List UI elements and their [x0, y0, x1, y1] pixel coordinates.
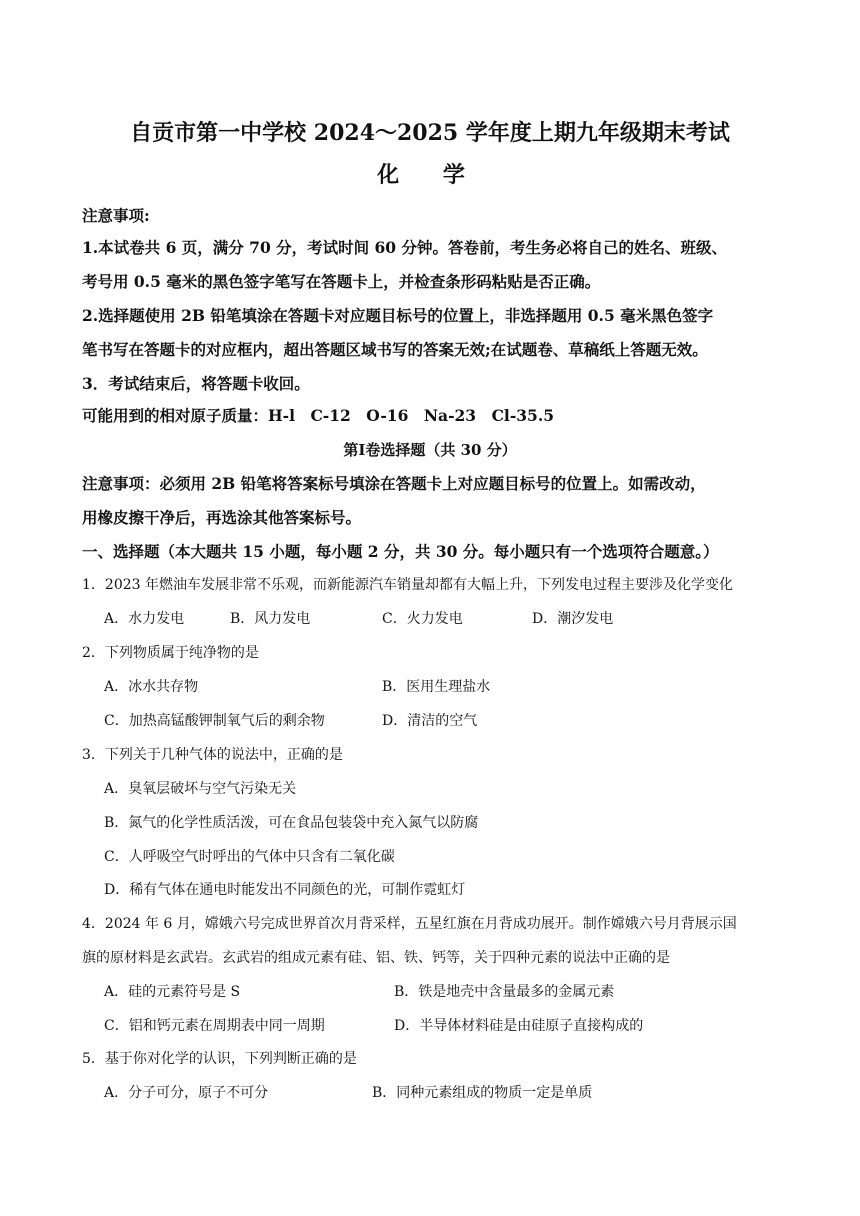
- question-5-option-a: A．分子可分，原子不可分: [104, 1085, 269, 1101]
- question-3-stem: 3．下列关于几种气体的说法中，正确的是: [82, 747, 343, 763]
- question-2-option-c: C．加热高锰酸钾制氧气后的剩余物: [104, 713, 325, 729]
- question-3-option-c: C．人呼吸空气时呼出的气体中只含有二氧化碳: [104, 849, 395, 865]
- question-1-option-b: B．风力发电: [230, 611, 311, 627]
- question-1-option-c: C．火力发电: [382, 611, 463, 627]
- question-2-option-d: D．清洁的空气: [382, 713, 478, 729]
- question-3-option-b: B．氮气的化学性质活泼，可在食品包装袋中充入氮气以防腐: [104, 815, 479, 831]
- question-2-option-b: B．医用生理盐水: [382, 679, 491, 695]
- section-title: 第Ⅰ卷选择题（共 30 分）: [343, 441, 517, 459]
- question-4-option-c: C．铝和钙元素在周期表中同一周期: [104, 1018, 325, 1034]
- subject-title: 化 学: [377, 162, 483, 188]
- question-5-option-b: B．同种元素组成的物质一定是单质: [372, 1085, 593, 1101]
- question-4-stem: 4．2024 年 6 月，嫦娥六号完成世界首次月背采样，五星红旗在月背成功展开。制作嫦娥六号月背展示国: [82, 916, 737, 932]
- question-3-option-a: A．臭氧层破坏与空气污染无关: [104, 781, 297, 797]
- question-4-option-a: A．硅的元素符号是 S: [104, 984, 241, 1000]
- question-2-option-a: A．冰水共存物: [104, 679, 199, 695]
- notes-line-4: 笔书写在答题卡的对应框内，超出答题区域书写的答案无效;在试题卷、草稿纸上答题无效。: [82, 340, 708, 359]
- notes-line-3: 2.选择题使用 2B 铅笔填涂在答题卡对应题目标号的位置上，非选择题用 0.5 毫米黑色签字: [82, 306, 714, 325]
- notes-line-1: 1.本试卷共 6 页，满分 70 分，考试时间 60 分钟。答卷前，考生务必将自己的姓名、班级、: [82, 238, 727, 257]
- question-1-option-d: D．潮汐发电: [532, 611, 614, 627]
- notes-line-5: 3．考试结束后，将答题卡收回。: [82, 374, 310, 393]
- question-4-option-b: B．铁是地壳中含量最多的金属元素: [394, 984, 615, 1000]
- atomic-mass-line: 可能用到的相对原子质量：H-l C-12 O-16 Na-23 Cl-35.5: [82, 406, 555, 425]
- question-4-stem-continued: 旗的原材料是玄武岩。玄武岩的组成元素有硅、铝、铁、钙等，关于四种元素的说法中正确的是: [82, 950, 670, 966]
- notes-line-2: 考号用 0.5 毫米的黑色签字笔写在答题卡上，并检查条形码粘贴是否正确。: [82, 272, 601, 291]
- question-4-option-d: D．半导体材料硅是由硅原子直接构成的: [394, 1018, 644, 1034]
- question-1-stem: 1．2023 年燃油车发展非常不乐观，而新能源汽车销量却都有大幅上升，下列发电过程主要涉及化学变化: [82, 577, 733, 593]
- question-1-option-a: A．水力发电: [104, 611, 185, 627]
- question-5-stem: 5．基于你对化学的认识，下列判断正确的是: [82, 1051, 357, 1067]
- section-note-1: 注意事项：必须用 2B 铅笔将答案标号填涂在答题卡上对应题目标号的位置上。如需改动，: [82, 474, 706, 493]
- part-heading: 一、选择题（本大题共 15 小题，每小题 2 分，共 30 分。每小题只有一个选项符合题意。）: [82, 542, 719, 561]
- section-note-2: 用橡皮擦干净后，再选涂其他答案标号。: [82, 508, 362, 527]
- exam-title: 自贡市第一中学校 2024～2025 学年度上期九年级期末考试: [130, 120, 730, 146]
- question-2-stem: 2．下列物质属于纯净物的是: [82, 645, 259, 661]
- notes-heading: 注意事项:: [82, 206, 150, 225]
- question-3-option-d: D．稀有气体在通电时能发出不同颜色的光，可制作霓虹灯: [104, 882, 466, 898]
